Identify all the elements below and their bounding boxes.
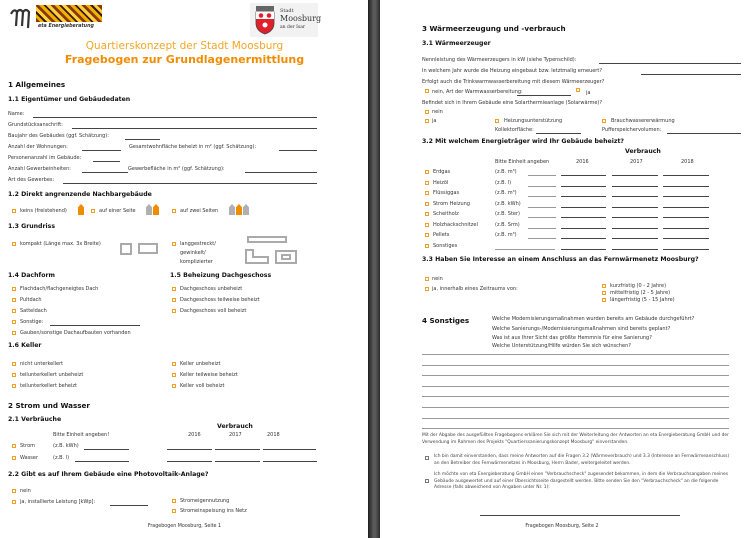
floorplan-compact-checkbox[interactable] <box>12 242 16 246</box>
district-heating-yes-checkbox[interactable] <box>425 287 429 291</box>
cellar-partly-heated-checkbox[interactable] <box>172 373 176 377</box>
cellar-unheated-label: Keller unbeheizt <box>180 361 221 367</box>
hotwater-yes-label: ja <box>586 90 591 96</box>
carrier-2016-input[interactable] <box>561 196 606 197</box>
roof-flat-checkbox[interactable] <box>12 287 16 291</box>
heater-year-input[interactable] <box>641 74 741 75</box>
carrier-2017-input[interactable] <box>612 228 658 229</box>
district-heating-no-checkbox[interactable] <box>425 277 429 281</box>
solar-yes-checkbox[interactable] <box>425 119 429 123</box>
carrier-unit-input[interactable] <box>528 196 556 197</box>
water-label: Wasser <box>20 455 39 461</box>
carrier-checkbox[interactable] <box>425 191 429 195</box>
water-2018-input[interactable] <box>263 461 317 462</box>
roof-other-checkbox[interactable] <box>12 320 16 324</box>
solar-heating-checkbox[interactable] <box>495 119 499 123</box>
area-label: Gesamtwohnfläche beheizt in m² (ggf. Schätzung): <box>129 144 257 150</box>
carrier-unit-hint: (z.B. m³) <box>495 169 517 175</box>
year-input[interactable] <box>125 139 160 140</box>
answer-line-input[interactable] <box>422 354 729 355</box>
cellar-unheated-checkbox[interactable] <box>172 362 176 366</box>
persons-label: Personenanzahl im Gebäude: <box>8 155 82 161</box>
house-orange-icon <box>236 204 242 215</box>
solar-yes-label: ja <box>432 118 437 124</box>
units-label: Anzahl der Wohnungen: <box>8 144 68 150</box>
answer-line-input[interactable] <box>422 386 729 387</box>
carrier-2016-input[interactable] <box>561 207 606 208</box>
house-grey-icon <box>243 204 249 215</box>
carrier-unit-hint: (z.B. Srm) <box>495 221 520 228</box>
page-gutter <box>369 0 380 538</box>
carrier-checkbox[interactable] <box>425 244 429 248</box>
address-signature-input[interactable] <box>480 515 680 516</box>
floorplan-complex-label-2: gewinkelt/ <box>180 250 206 256</box>
pv-self-use-label: Stromeigennutzung <box>180 498 230 504</box>
carrier-unit-hint: (z.B. l) <box>495 179 512 186</box>
pv-yes-label: ja, installierte Leistung [kWp]: <box>20 499 96 505</box>
carrier-2017-input[interactable] <box>612 207 658 208</box>
term-short-checkbox[interactable] <box>602 284 606 288</box>
logo-stadt: Stadt <box>280 8 294 14</box>
persons-input[interactable] <box>93 161 120 162</box>
hotwater-question: Erfolgt auch die Trinkwarmwasserbereitung mit diesem Wärmeerzeuger? <box>422 79 605 85</box>
collector-input[interactable] <box>536 133 581 134</box>
cellar-partial-unheated-checkbox[interactable] <box>12 373 16 377</box>
page-1-footer: Fragebogen Moosburg, Seite 1 <box>147 524 222 529</box>
house-grey-icon <box>146 204 152 215</box>
carrier-checkbox[interactable] <box>425 170 429 174</box>
carrier-label: Holzhackschnitzel <box>433 221 478 228</box>
business-type-label: Art des Gewerbes: <box>8 177 55 183</box>
cellar-partial-heated-label: teilunterkellert beheizt <box>20 383 77 389</box>
business-units-label: Anzahl Gewerbeinheiten: <box>8 166 71 172</box>
page-2-footer: Fragebogen Moosburg, Seite 2 <box>525 524 599 529</box>
water-2017-input[interactable] <box>215 461 260 462</box>
coat-of-arms-icon <box>253 5 277 35</box>
cellar-none-label: nicht unterkellert <box>20 361 64 367</box>
address-input[interactable] <box>72 128 317 129</box>
roof-gable-checkbox[interactable] <box>12 309 16 313</box>
consent-check-text: Ich möchte von eta Energieberatung GmbH einen "Verbrauchscheck" zugesendet bekommen, in dem die Verbrauchsangaben meines Gebäude ausgewertet und auf einer Übersichtsseite dargestellt werden. Bitte senden Sie den "Verbrauchscheck" an die folgende Adresse (falls abweichend von Angaben unter Nr. 1): <box>434 472 729 490</box>
neighbour-one-label: auf einer Seite <box>99 208 136 214</box>
roof-other-input[interactable] <box>50 325 140 326</box>
hotwater-type-input[interactable] <box>517 95 571 96</box>
section-3-3-heading: 3.3 Haben Sie Interesse an einem Anschluss an das Fernwärmenetz Moosburg? <box>422 256 699 263</box>
carrier-2016-input[interactable] <box>561 249 606 250</box>
carrier-2017-input[interactable] <box>612 196 658 197</box>
carrier-unit-input[interactable] <box>528 238 556 239</box>
business-units-input[interactable] <box>82 172 128 173</box>
eta-logo-text: eta Energieberatung <box>38 24 94 29</box>
carrier-label: Heizöl <box>433 179 449 186</box>
carrier-unit-hint: (z.B. Ster) <box>495 211 520 217</box>
section-2-heading: 2 Strom und Wasser <box>8 401 90 410</box>
carrier-checkbox[interactable] <box>425 181 429 185</box>
buffer-input[interactable] <box>667 133 741 134</box>
roof-mono-label: Pultdach <box>20 297 42 303</box>
answer-line-input[interactable] <box>422 365 729 366</box>
answer-line-input[interactable] <box>422 396 729 397</box>
section-1-2-heading: 1.2 Direkt angrenzende Nachbargebäude <box>8 191 152 198</box>
section-2-1-heading: 2.1 Verbräuche <box>8 416 62 423</box>
heater-power-input[interactable] <box>599 63 741 64</box>
year-2017-header: 2017 <box>229 432 242 438</box>
heater-year-label: In welchem Jahr wurde die Heizung eingebaut bzw. letztmalig erneuert? <box>422 68 602 74</box>
electricity-2017-input[interactable] <box>215 449 260 450</box>
section-2-2-heading: 2.2 Gibt es auf Ihrem Gebäude eine Photovoltaik-Anlage? <box>8 471 209 478</box>
business-area-label: Gewerbefläche in m² (ggf. Schätzung): <box>128 166 225 172</box>
carrier-year-2017: 2017 <box>630 159 643 165</box>
year-2018-header: 2018 <box>267 432 280 438</box>
section-1-3-heading: 1.3 Grundriss <box>8 223 56 230</box>
carrier-2018-input[interactable] <box>663 249 709 250</box>
carrier-2017-input[interactable] <box>612 249 658 250</box>
floorplan-complex-checkbox[interactable] <box>172 242 176 246</box>
district-heating-yes-label: ja, innerhalb eines Zeitraums von: <box>432 286 518 292</box>
carrier-label: Strom Heizung <box>433 200 470 207</box>
solar-no-label: nein <box>432 109 443 115</box>
year-2016-header: 2016 <box>188 432 201 438</box>
cellar-fully-heated-checkbox[interactable] <box>172 384 176 388</box>
neighbour-two-label: auf zwei Seiten <box>180 208 219 214</box>
year-label: Baujahr des Gebäudes (ggf. Schätzung): <box>8 133 109 139</box>
pv-no-label: nein <box>20 488 31 494</box>
carrier-2018-input[interactable] <box>663 217 709 218</box>
consent-forward-checkbox[interactable] <box>425 456 429 460</box>
carrier-unit-input[interactable] <box>528 228 556 229</box>
section-3-2-heading: 3.2 Mit welchem Energieträger wird Ihr Gebäude beheizt? <box>422 138 624 145</box>
roof-gable-label: Satteldach <box>20 308 47 314</box>
carrier-unit-hint: Bitte Einheit angeben <box>495 159 550 165</box>
consent-check-checkbox[interactable] <box>425 479 429 483</box>
cellar-fully-heated-label: Keller voll beheizt <box>180 383 225 389</box>
carrier-2017-input[interactable] <box>612 238 658 239</box>
roof-flat-label: Flachdach/flachgeneigtes Dach <box>20 286 99 292</box>
attic-partial-label: Dachgeschoss teilweise beheizt <box>180 297 260 303</box>
house-orange-icon <box>78 204 84 215</box>
cellar-partly-heated-label: Keller teilweise beheizt <box>180 372 238 378</box>
collector-label: Kollektorfläche: <box>495 127 534 133</box>
cellar-partial-heated-checkbox[interactable] <box>12 384 16 388</box>
carrier-2016-input[interactable] <box>561 175 606 176</box>
section-1-4-heading: 1.4 Dachform <box>8 272 55 279</box>
water-checkbox[interactable] <box>12 456 16 460</box>
carrier-unit-input[interactable] <box>528 186 556 187</box>
term-long-label: längerfristig (5 - 15 Jahre) <box>610 297 675 303</box>
term-long-checkbox[interactable] <box>602 298 606 302</box>
carrier-checkbox[interactable] <box>425 202 429 206</box>
carrier-2018-input[interactable] <box>663 238 709 239</box>
section-4-heading: 4 Sonstiges <box>422 316 470 325</box>
answer-line-input[interactable] <box>422 428 729 429</box>
section-1-5-heading: 1.5 Beheizung Dachgeschoss <box>170 272 272 279</box>
address-label: Grundstücksanschrift: <box>8 122 63 128</box>
courtyard-inner-shape <box>281 254 291 260</box>
other-question-4: Welche Unterstützung/Hilfe würden Sie sich wünschen? <box>492 343 631 349</box>
carrier-2018-input[interactable] <box>663 186 709 187</box>
hotwater-no-checkbox[interactable] <box>425 89 429 93</box>
roof-dormer-checkbox[interactable] <box>12 331 16 335</box>
buffer-label: Pufferspeichervolumen: <box>602 127 662 133</box>
solar-heating-label: Heizungsunterstützung <box>504 118 563 124</box>
section-3-1-heading: 3.1 Wärmeerzeuger <box>422 40 491 47</box>
name-label: Name: <box>8 111 25 117</box>
neighbour-one-checkbox[interactable] <box>91 209 95 213</box>
electricity-2018-input[interactable] <box>263 449 316 450</box>
water-2016-input[interactable] <box>167 461 212 462</box>
electricity-label: Strom <box>20 443 36 449</box>
pv-feed-in-label: Stromeinspeisung ins Netz <box>180 508 247 514</box>
water-unit-input[interactable] <box>75 461 129 462</box>
neighbour-none-label: keins (freistehend) <box>20 208 67 214</box>
answer-line-input[interactable] <box>422 375 729 376</box>
carrier-checkbox[interactable] <box>425 223 429 227</box>
solar-no-checkbox[interactable] <box>425 110 429 114</box>
electricity-2016-input[interactable] <box>167 449 212 450</box>
other-question-2: Welche Sanierungs-/Modernisierungsmaßnahmen sind bereits geplant? <box>492 326 671 332</box>
long-rectangle-shape-icon <box>247 236 287 243</box>
attic-full-label: Dachgeschoss voll beheizt <box>180 308 247 314</box>
cellar-none-checkbox[interactable] <box>12 362 16 366</box>
carrier-2017-input[interactable] <box>612 186 658 187</box>
pv-power-input[interactable] <box>110 505 148 506</box>
solar-water-label: Brauchwassererwärmung <box>611 118 675 124</box>
carrier-2017-input[interactable] <box>612 175 658 176</box>
roof-mono-checkbox[interactable] <box>12 298 16 302</box>
carrier-2018-input[interactable] <box>663 207 709 208</box>
business-type-input[interactable] <box>63 183 317 184</box>
pv-yes-checkbox[interactable] <box>12 500 16 504</box>
carrier-unit-input[interactable] <box>528 175 556 176</box>
carrier-2017-input[interactable] <box>612 217 658 218</box>
carrier-unit-hint: (z.B. m³) <box>495 190 517 196</box>
section-1-1-heading: 1.1 Eigentümer und Gebäudedaten <box>8 96 131 103</box>
answer-line-input[interactable] <box>422 418 729 419</box>
carrier-label: Pellets <box>433 232 450 238</box>
electricity-checkbox[interactable] <box>12 444 16 448</box>
other-question-3: Was ist aus Ihrer Sicht das größte Hemmnis für eine Sanierung? <box>492 335 652 341</box>
rectangle-shape-icon <box>138 243 158 254</box>
consent-text: Mit der Abgabe des ausgefüllten Fragebogens erklären Sie sich mit der Weiterleitung der Antworten an eta Energieberatung GmbH und der Verwendung im Rahmen des Projekts "Quartierssanierungskonzept Moosburg" einverstanden. <box>422 433 729 445</box>
electricity-unit-hint: (z.B. kWh) <box>53 443 79 449</box>
section-1-6-heading: 1.6 Keller <box>8 342 42 349</box>
carrier-label: Erdgas <box>433 169 451 175</box>
consent-forward-text: Ich bin damit einverstanden, dass meine Antworten auf die Fragen 3.2 (Wärmeverbrauch) und 3.3 (Interesse an Fernwärmeanschluss) an den Betreiber des Fernwärmenetzes in Moosburg, Herrn Bader, weitergeleitet werden. <box>434 454 730 466</box>
neighbour-two-checkbox[interactable] <box>172 209 176 213</box>
hotwater-yes-checkbox[interactable] <box>576 88 580 92</box>
term-mid-label: mittelfristig (2 - 5 Jahre) <box>610 290 671 296</box>
carrier-2016-input[interactable] <box>561 217 606 218</box>
floorplan-complex-label-1: langgestreckt/ <box>180 241 216 247</box>
pv-self-use-checkbox[interactable] <box>172 499 176 503</box>
carrier-unit-input[interactable] <box>528 207 556 208</box>
carrier-checkbox[interactable] <box>425 233 429 237</box>
document-title: Quartierskonzept der Stadt Moosburg <box>85 40 284 52</box>
other-question-1: Welche Modernisierungsmaßnahmen wurden bereits am Gebäude durchgeführt? <box>492 316 695 322</box>
carrier-2016-input[interactable] <box>561 238 606 239</box>
term-mid-checkbox[interactable] <box>602 291 606 295</box>
roof-other-label: Sonstige: <box>20 319 44 325</box>
answer-line-input[interactable] <box>422 407 729 408</box>
logo-moosburg: Moosburg <box>280 14 322 23</box>
carrier-2016-input[interactable] <box>561 186 606 187</box>
carrier-year-2016: 2016 <box>576 159 589 165</box>
carrier-checkbox[interactable] <box>425 212 429 216</box>
hotwater-no-label: nein, Art der Warmwasserbereitung: <box>432 89 523 95</box>
area-input[interactable] <box>279 150 317 151</box>
floorplan-compact-label: kompakt (Länge max. 3x Breite) <box>20 241 101 247</box>
moosburg-logo <box>250 3 322 37</box>
section-3-heading: 3 Wärmeerzeugung und -verbrauch <box>422 24 566 33</box>
term-short-label: kurzfristig (0 - 2 Jahre) <box>610 283 667 289</box>
carrier-2018-input[interactable] <box>663 196 709 197</box>
eta-logo <box>8 4 103 32</box>
carrier-consumption-header: Verbrauch <box>625 148 661 155</box>
district-heating-no-label: nein <box>432 276 443 282</box>
carrier-unit-input[interactable] <box>528 217 556 218</box>
carrier-year-2018: 2018 <box>681 159 694 165</box>
eta-logo-pattern <box>36 5 102 22</box>
carrier-2018-input[interactable] <box>663 228 709 229</box>
carrier-label: Sonstiges <box>433 242 458 249</box>
section-1-heading: 1 Allgemeines <box>8 80 66 89</box>
house-grey-icon <box>229 204 235 215</box>
page-1 <box>0 0 369 538</box>
consumption-header: Verbrauch <box>217 423 253 430</box>
electricity-unit-input[interactable] <box>84 449 129 450</box>
pv-no-checkbox[interactable] <box>12 489 16 493</box>
l-shape-icon <box>245 249 270 264</box>
logo-isar: an der Isar <box>280 25 306 30</box>
solar-question: Befindet sich in Ihrem Gebäude eine Solarthermieanlage (Solarwärme)? <box>422 100 603 106</box>
attic-unheated-checkbox[interactable] <box>172 287 176 291</box>
carrier-2016-input[interactable] <box>561 228 606 229</box>
attic-full-checkbox[interactable] <box>172 309 176 313</box>
carrier-label: Scheitholz <box>433 211 459 217</box>
carrier-unit-input[interactable] <box>495 249 555 250</box>
attic-partial-checkbox[interactable] <box>172 298 176 302</box>
document-subtitle: Fragebogen zur Grundlagenermittlung <box>64 53 305 66</box>
attic-unheated-label: Dachgeschoss unbeheizt <box>180 286 243 292</box>
page-2 <box>380 0 744 538</box>
square-shape-icon <box>120 243 132 255</box>
carrier-unit-hint: (z.B. kWh) <box>495 200 521 207</box>
floorplan-complex-label-3: komplizierter <box>180 259 213 265</box>
house-orange-icon <box>153 204 159 215</box>
pv-feed-in-checkbox[interactable] <box>172 509 176 513</box>
carrier-2018-input[interactable] <box>663 175 709 176</box>
unit-hint: Bitte Einheit angeben! <box>53 432 110 438</box>
name-input[interactable] <box>33 117 317 118</box>
units-input[interactable] <box>82 150 121 151</box>
solar-water-checkbox[interactable] <box>602 119 606 123</box>
carrier-label: Flüssiggas <box>433 190 460 196</box>
cellar-partial-unheated-label: teilunterkellert unbeheizt <box>20 372 84 378</box>
heater-power-label: Nennleistung des Wärmeerzeugers in kW (siehe Typenschild): <box>422 57 577 63</box>
roof-dormer-label: Gauben/sonstige Dachaufbauten vorhanden <box>20 330 131 336</box>
carrier-unit-hint: (z.B. m³) <box>495 232 517 238</box>
neighbour-none-checkbox[interactable] <box>12 209 16 213</box>
eta-logo-mark-icon <box>8 4 34 30</box>
business-area-input[interactable] <box>245 172 317 173</box>
water-unit-hint: (z.B. l) <box>53 455 70 461</box>
